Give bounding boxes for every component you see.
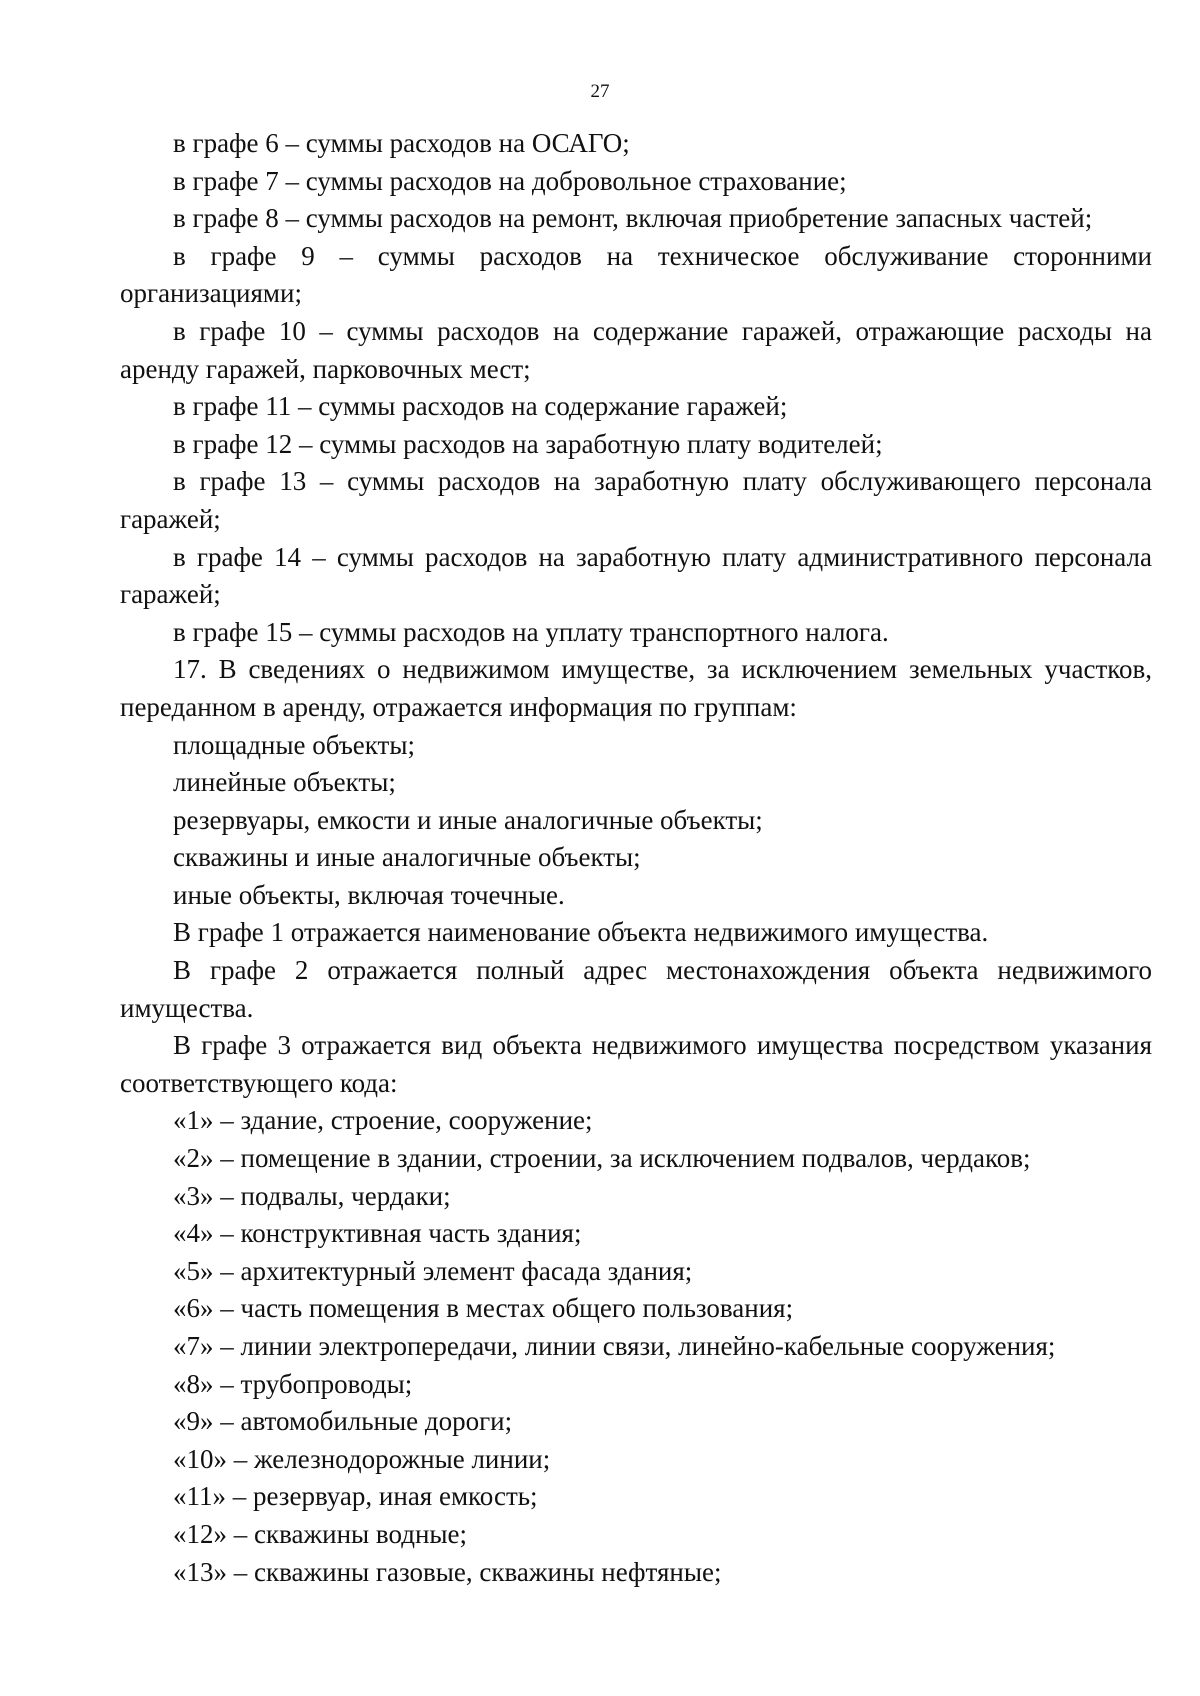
- document-body: [120, 125, 1152, 1591]
- page-number: 27: [590, 81, 610, 102]
- paragraph: в графе 7 – суммы расходов на добровольное страхование;: [173, 165, 847, 196]
- paragraph: «2» – помещение в здании, строении, за исключением подвалов, чердаков;: [173, 1143, 1031, 1174]
- paragraph: В графе 2 отражается полный адрес местонахождения объекта недвижимого имущества.: [120, 955, 1152, 1023]
- paragraph: в графе 15 – суммы расходов на уплату транспортного налога.: [173, 616, 889, 647]
- paragraph: «8» – трубопроводы;: [173, 1368, 413, 1399]
- paragraph: иные объекты, включая точечные.: [173, 879, 565, 910]
- paragraph: резервуары, емкости и иные аналогичные объекты;: [173, 804, 763, 835]
- paragraph: «10» – железнодорожные линии;: [173, 1443, 551, 1474]
- paragraph: «7» – линии электропередачи, линии связи, линейно-кабельные сооружения;: [173, 1331, 1056, 1361]
- paragraph: в графе 10 – суммы расходов на содержание гаражей, отражающие расходы на аренду гаражей, парковочных мест;: [120, 315, 1152, 384]
- paragraph: «4» – конструктивная часть здания;: [173, 1218, 582, 1249]
- paragraph: В графе 1 отражается наименование объекта недвижимого имущества.: [173, 917, 989, 948]
- paragraph: площадные объекты;: [173, 729, 415, 760]
- paragraph: 17. В сведениях о недвижимом имуществе, за исключением земельных участков, переданном в аренду, отражается информация по группам:: [120, 654, 1152, 722]
- paragraph: «3» – подвалы, чердаки;: [173, 1180, 451, 1211]
- paragraph: «6» – часть помещения в местах общего пользования;: [173, 1293, 794, 1324]
- paragraph: линейные объекты;: [173, 767, 396, 798]
- paragraph: в графе 14 – суммы расходов на заработную плату административного персонала гаражей;: [120, 541, 1152, 610]
- paragraph: «5» – архитектурный элемент фасада здания;: [173, 1255, 693, 1286]
- paragraph: «1» – здание, строение, сооружение;: [173, 1105, 593, 1136]
- paragraph: «12» – скважины водные;: [173, 1518, 468, 1549]
- paragraph: в графе 11 – суммы расходов на содержание гаражей;: [173, 391, 788, 422]
- paragraph: «13» – скважины газовые, скважины нефтяные;: [173, 1556, 722, 1587]
- paragraph: в графе 8 – суммы расходов на ремонт, включая приобретение запасных частей;: [173, 203, 1093, 234]
- paragraph: В графе 3 отражается вид объекта недвижимого имущества посредством указания соответствующего кода:: [120, 1030, 1152, 1098]
- paragraph: скважины и иные аналогичные объекты;: [173, 842, 641, 873]
- paragraph: в графе 13 – суммы расходов на заработную плату обслуживающего персонала гаражей;: [120, 466, 1152, 534]
- paragraph: «9» – автомобильные дороги;: [173, 1406, 513, 1437]
- paragraph: в графе 9 – суммы расходов на техническое обслуживание сторонними организациями;: [120, 240, 1152, 309]
- paragraph: в графе 12 – суммы расходов на заработную плату водителей;: [173, 428, 883, 459]
- paragraph: в графе 6 – суммы расходов на ОСАГО;: [173, 128, 630, 158]
- paragraph: «11» – резервуар, иная емкость;: [173, 1481, 538, 1512]
